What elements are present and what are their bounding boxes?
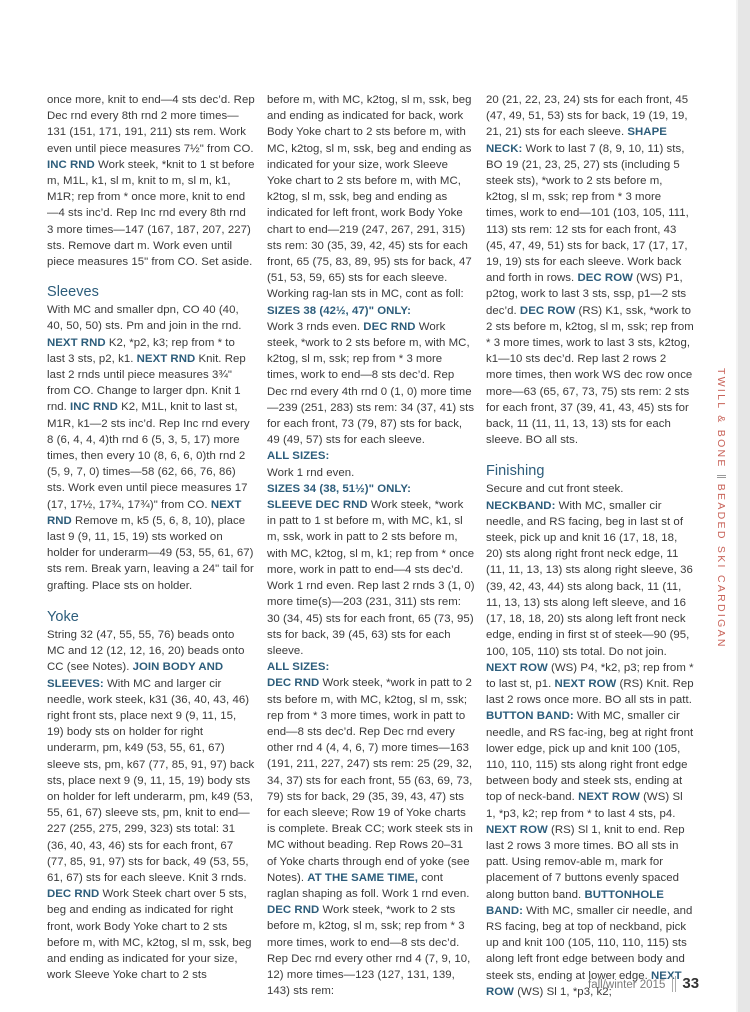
step-label: AT THE SAME TIME, bbox=[307, 871, 419, 884]
sidebar-running-head bbox=[708, 368, 730, 688]
step-label: ALL SIZES: bbox=[267, 450, 330, 463]
body-text: Work steek, *work in patt to 2 sts before m, with MC, k2tog, sl m, ssk; rep from * 3 more times, work in patt to end—8 sts dec’d. Rep Dec rnd every other rnd 4 (4, 4, 6, 7) more times—163 (191, 211, 227, 247) sts rem: 25 (29, 32, 34, 37) sts for each front, 55 (63, 69, 73, 79) sts for back, 29 (35, 39, 43, 47) sts for each sleeve; Row 19 of Yoke charts is complete. Break CC; work steek sts in MC without beading. Rep Rows 20–31 of Yoke charts through end of yoke (see Notes). bbox=[267, 677, 473, 884]
body-text: With MC and smaller dpn, CO 40 (40, 40, 50, 50) sts. Pm and join in the rnd. bbox=[47, 304, 242, 333]
step-label: NEXT ROW bbox=[554, 677, 617, 690]
body-text: With MC and larger cir needle, work steek, k31 (36, 40, 43, 46) right front sts, place next 9 (9, 11, 15, 19) body sts on holder for right underarm, pm, k49 (53, 55, 61, 67) sleeve sts, pm, k67 (77, 85, 91, 97) back sts, place next 9 (9, 11, 15, 19) body sts on holder for left underarm, pm, k49 (53, 55, 61, 67) sleeve sts, pm, knit to end—227 (255, 275, 299, 323) sts total: 31 (36, 40, 43, 46) sts for each front, 67 (77, 85, 91, 97) sts for back, 49 (53, 55, 61, 67) sts for each sleeve. Knit 3 rnds. bbox=[47, 677, 255, 884]
step-label: SHAPE NECK: bbox=[486, 126, 667, 155]
step-label: NEXT ROW bbox=[486, 969, 682, 998]
step-label: SIZES 38 (42½, 47)" ONLY: bbox=[267, 304, 412, 317]
paragraph bbox=[267, 448, 475, 464]
section-heading bbox=[47, 282, 255, 302]
paragraph bbox=[47, 92, 255, 270]
heading-text: Yoke bbox=[47, 608, 79, 625]
paragraph bbox=[267, 675, 475, 999]
body-text: (RS) Sl 1, knit to end. Rep last 2 rows 3 more times. BO all sts in patt. Using remov-able m, mark for placement of 7 buttons evenly spaced along button band. bbox=[486, 823, 685, 901]
body-text: Work 3 rnds even. bbox=[267, 320, 364, 333]
step-label: BUTTON BAND: bbox=[486, 710, 574, 723]
text-column-3 bbox=[486, 92, 694, 1000]
page-number: 33 bbox=[682, 975, 700, 992]
step-label: INC RND bbox=[70, 401, 118, 414]
body-text: K2, *p2, k3; rep from * to last 3 sts, p2, k1. bbox=[47, 336, 235, 365]
step-label: SLEEVE DEC RND bbox=[267, 499, 368, 512]
step-label: DEC RND bbox=[267, 677, 320, 690]
section-heading bbox=[486, 461, 694, 481]
step-label: ALL SIZES: bbox=[267, 661, 330, 674]
body-text: (WS) P4, *k2, p3; rep from * to last st, p1. bbox=[486, 661, 694, 690]
sidebar-divider bbox=[717, 475, 726, 478]
step-label: JOIN BODY AND SLEEVES: bbox=[47, 661, 224, 690]
step-label: INC RND bbox=[47, 158, 95, 171]
body-text: (RS) Knit. Rep last 2 rows once more. BO all sts in patt. bbox=[486, 677, 694, 707]
text-column-2 bbox=[267, 92, 475, 999]
body-text: Work 1 rnd even. bbox=[267, 466, 355, 479]
paragraph bbox=[486, 92, 694, 448]
body-text: Work steek, *work to 2 sts before m, k2tog, sl m, ssk; rep from * 3 more times, work to end—8 sts dec’d. Rep Dec rnd every other rnd 4 (7, 9, 10, 12) more times—123 (127, 131, 139, 143) sts rem: bbox=[267, 904, 471, 998]
issue-label: fall/winter 2015 bbox=[588, 979, 666, 991]
body-text: once more, knit to end—4 sts dec’d. Rep Dec rnd every 8th rnd 2 more times—131 (151, 171, 191, 211) sts rem. Work even until piece measures 7½" from CO. bbox=[47, 94, 255, 155]
paragraph bbox=[47, 302, 255, 594]
step-label: NEXT ROW bbox=[486, 661, 548, 674]
body-text: cont raglan shaping as foll. Work 1 rnd even. bbox=[267, 871, 470, 900]
body-text: (WS) Sl 1, *p3, k2; rep from * to last 4 sts, p4. bbox=[486, 791, 683, 820]
body-text: (RS) K1, ssk, *work to 2 sts before m, k2tog, sl m, ssk; rep from * 3 more times, work to last 3 sts, k2tog, k1—10 sts dec’d. Rep last 2 rows 2 more times, then work WS dec row once more—63 (65, 67, 73, 75) sts rem: 2 sts for each front, 37 (39, 41, 43, 45) sts for back, 11 (11, 11, 13, 13) sts for each sleeve. BO all sts. bbox=[486, 304, 694, 447]
paragraph bbox=[267, 319, 475, 449]
body-text: With MC, smaller cir needle, and RS fac-ing, beg at right front lower edge, pick up and knit 100 (105, 110, 110, 115) sts along right front edge between body and steek sts, ending at top of neck-band. bbox=[486, 710, 694, 804]
step-label: DEC RND bbox=[363, 320, 416, 333]
paragraph bbox=[267, 481, 475, 497]
body-text: Work steek, *work in patt to 1 st before m, with MC, k1, sl m, ssk, work in patt to 2 sts before m, with MC, k2tog, sl m, k1; rep from * once more, work in patt to end—4 sts dec’d. Work 1 rnd even. Rep last 2 rnds 3 (1, 0) more time(s)—203 (231, 311) sts rem: 30 (34, 45) sts for each front, 65 (73, 95) sts for back, 39 (45, 63) sts for each sleeve. bbox=[267, 499, 475, 657]
step-label: SIZES 34 (38, 51½)" ONLY: bbox=[267, 482, 412, 495]
step-label: NEXT ROW bbox=[486, 823, 548, 836]
body-text: Knit. Rep last 2 rnds until piece measures 3¾" from CO. Change to larger dpn. Knit 1 rnd. bbox=[47, 352, 246, 414]
step-label: DEC ROW bbox=[577, 272, 633, 285]
body-text: 20 (21, 22, 23, 24) sts for each front, 45 (47, 49, 51, 53) sts for back, 19 (19, 19, 21, 21) sts for each sleeve. bbox=[486, 94, 689, 139]
paragraph bbox=[47, 627, 255, 983]
step-label: DEC ROW bbox=[519, 304, 576, 317]
body-text: Secure and cut front steek. bbox=[486, 483, 624, 496]
step-label: NECKBAND: bbox=[486, 499, 556, 512]
body-text: Work steek, *work to 2 sts before m, with MC, k2tog, sl m, ssk; rep from * 3 more times, work to end—8 sts dec’d. Rep Dec rnd every 4th rnd 0 (1, 0) more time—239 (251, 283) sts rem: 34 (37, 41) sts for each front, 73 (79, 87) sts for back, 49 (49, 57) sts for each sleeve. bbox=[267, 320, 475, 447]
body-text: K2, M1L, knit to last st, M1R, k1—2 sts inc’d. Rep Inc rnd every 8 (6, 4, 4, 4)th rnd 6 (5, 3, 5, 17) more times, then every 10 (8, 6, 6, 0)th rnd 2 (5, 9, 7, 0) times—58 (62, 66, 76, 86) sts. Work even until piece measures 17 (17, 17½, 17¾, 17¾)" from CO. bbox=[47, 401, 250, 511]
body-text: Work steek, *knit to 1 st before m, M1L, k1, sl m, knit to m, sl m, k1, M1R; rep from * once more, knit to end—4 sts inc’d. Rep Inc rnd every 8th rnd 3 more times—147 (167, 187, 207, 227) sts. Remove dart m. Work even until piece measures 15" from CO. Set aside. bbox=[47, 158, 255, 269]
body-text: String 32 (47, 55, 55, 76) beads onto MC and 12 (12, 12, 16, 20) beads onto CC (see Notes). bbox=[47, 628, 245, 674]
footer-divider bbox=[672, 976, 676, 992]
section-name: TWILL & BONE bbox=[715, 368, 727, 469]
article-name: BEADED SKI CARDIGAN bbox=[715, 483, 727, 649]
page-footer bbox=[588, 975, 699, 992]
step-label: BUTTONHOLE BAND: bbox=[486, 888, 664, 917]
body-text: Work to last 7 (8, 9, 10, 11) sts, BO 19 (21, 23, 25, 27) sts (including 5 steek sts), *work to 2 sts before m, k2tog, sl m, ssk; rep from * 3 more times, work to end—101 (103, 105, 111, 113) sts rem: 12 sts for each front, 43 (45, 47, 49, 51) sts for back, 17 (17, 17, 19, 19) sts for each sleeve. Work back and forth in rows. bbox=[486, 142, 689, 285]
page-edge bbox=[738, 0, 750, 1012]
step-label: NEXT ROW bbox=[578, 791, 640, 804]
step-label: NEXT RND bbox=[136, 352, 196, 365]
body-text: before m, with MC, k2tog, sl m, ssk, beg and ending as indicated for back, work Body Yoke chart to 2 sts before m, with MC, k2tog, sl m, ssk, beg and ending as indicated for your size, work Sleeve Yoke chart to 2 sts before m, with MC, k2tog, sl m, ssk, beg and ending as indicated for left front, work Body Yoke chart to end—219 (247, 267, 291, 315) sts rem: 30 (35, 39, 42, 45) sts for each front, 65 (75, 83, 89, 95) sts for back, 47 (51, 53, 59, 65) sts for each sleeve. Working rag-lan sts in MC, cont as foll: bbox=[267, 94, 472, 301]
paragraph bbox=[267, 497, 475, 659]
step-label: NEXT RND bbox=[47, 336, 106, 349]
body-text: Work Steek chart over 5 sts, beg and ending as indicated for right front, work Body Yoke chart to 2 sts before m, with MC, k2tog, sl m, ssk, beg and ending as indicated for your size, work Sleeve Yoke chart to 2 sts bbox=[47, 888, 252, 982]
paragraph bbox=[267, 303, 475, 319]
step-label: DEC RND bbox=[267, 904, 320, 917]
step-label: NEXT RND bbox=[47, 498, 242, 527]
paragraph bbox=[486, 481, 694, 1000]
body-text: (WS) Sl 1, *p3, k2; bbox=[514, 985, 612, 998]
text-column-1 bbox=[47, 92, 255, 983]
heading-text: Finishing bbox=[486, 463, 545, 480]
body-text: With MC, smaller cir needle, and RS facing, beg in last st of steek, pick up and knit 16 (17, 18, 18, 20) sts along right front neck edge, 11 (11, 11, 13, 13) sts along right sleeve, 36 (39, 42, 43, 44) sts along back, 11 (11, 11, 13, 13) sts along left sleeve, and 16 (17, 18, 18, 20) sts along left front neck edge, ending in first st of steek—90 (95, 100, 105, 110) sts total. Do not join. bbox=[486, 499, 693, 658]
paragraph bbox=[267, 92, 475, 303]
paragraph bbox=[267, 659, 475, 675]
heading-text: Sleeves bbox=[47, 284, 99, 301]
body-text: (WS) P1, p2tog, work to last 3 sts, ssp, p1—2 sts dec’d. bbox=[486, 272, 687, 317]
body-text: Remove m, k5 (5, 6, 8, 10), place last 9 (9, 11, 15, 19) sts worked on holder for underarm—49 (53, 55, 61, 67) sts rem. Break yarn, leaving a 24" tail for grafting. Place sts on holder. bbox=[47, 514, 254, 592]
paragraph bbox=[267, 465, 475, 481]
body-text: With MC, smaller cir needle, and RS facing, beg at top of neckband, pick up and knit 100 (105, 110, 110, 115) sts along left front edge between body and steek sts, ending at lower edge. bbox=[486, 904, 693, 982]
step-label: DEC RND bbox=[47, 888, 100, 901]
section-heading bbox=[47, 607, 255, 627]
